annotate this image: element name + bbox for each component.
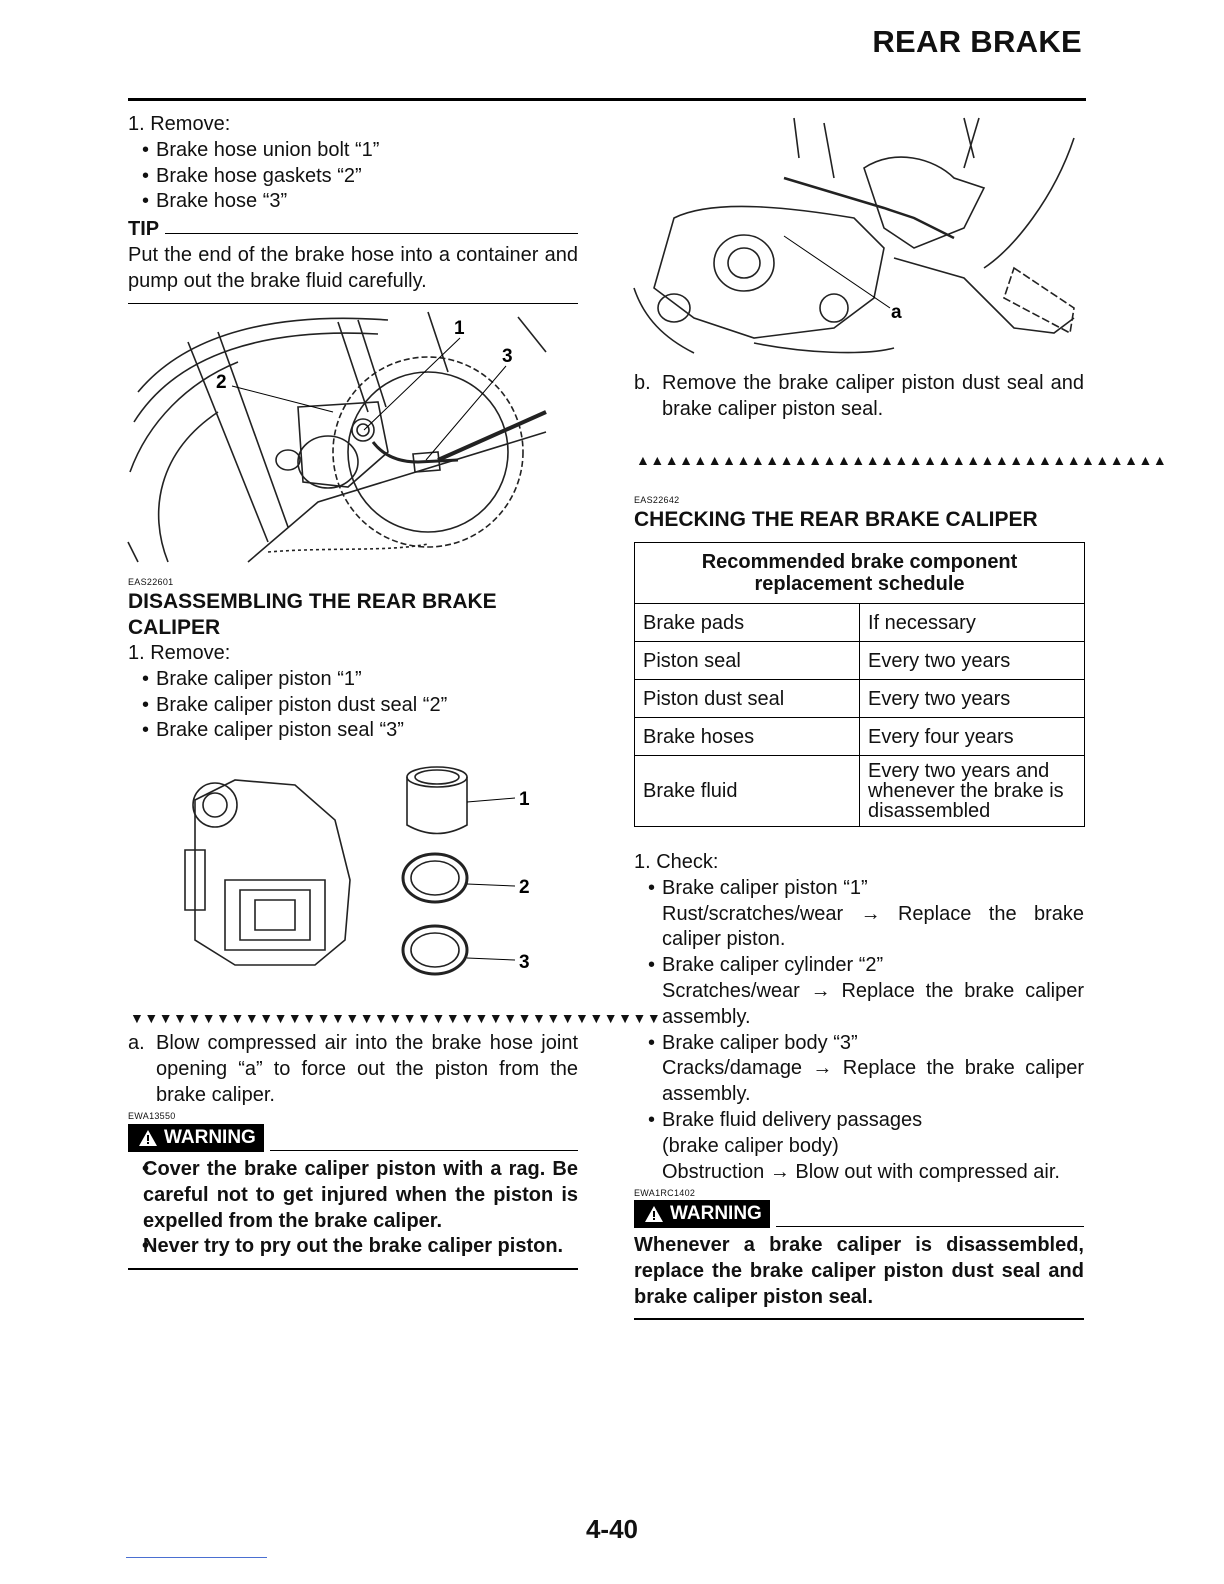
figure-label: 1 xyxy=(454,318,465,339)
tip-box xyxy=(128,218,578,304)
figure-label: 2 xyxy=(519,877,530,898)
list-item: • Brake hose union bolt “1” xyxy=(128,138,578,164)
list-item-detail: Cracks/damage → Replace the brake caliper assembly. xyxy=(662,1057,1084,1106)
substep-text: Remove the brake caliper piston dust seal and brake caliper piston seal. xyxy=(662,372,1084,420)
table-row: Piston seal Every two years xyxy=(635,642,1085,680)
substep-letter: b. xyxy=(634,372,651,394)
bottom-link-underline xyxy=(126,1557,267,1558)
step-label: 1. Remove: xyxy=(128,113,231,135)
page-title: REAR BRAKE xyxy=(872,24,1082,59)
section-code: EAS22642 xyxy=(634,495,680,505)
list-item: • Brake caliper piston “1” xyxy=(128,667,578,693)
list-item: • Brake caliper body “3” xyxy=(634,1031,1084,1057)
procedure-start-marker: ▼▼▼▼▼▼▼▼▼▼▼▼▼▼▼▼▼▼▼▼▼▼▼▼▼▼▼▼▼▼▼▼▼▼▼▼▼ xyxy=(130,1010,662,1026)
warning-triangle-icon xyxy=(644,1205,664,1223)
substep-a xyxy=(128,1031,578,1108)
section-heading: DISASSEMBLING THE REAR BRAKE CALIPER xyxy=(128,590,497,639)
figure-label: 3 xyxy=(502,346,513,367)
list-item: • Brake caliper cylinder “2” xyxy=(634,953,1084,979)
list-item: • Brake hose gaskets “2” xyxy=(128,164,578,190)
table-row: Brake fluid Every two years and whenever the brake is disassembled xyxy=(635,756,1085,827)
section-heading: CHECKING THE REAR BRAKE CALIPER xyxy=(634,508,1038,531)
tip-label: TIP xyxy=(128,218,160,240)
title-rule xyxy=(128,98,1086,101)
tip-text: Put the end of the brake hose into a container and pump out the brake fluid carefully. xyxy=(128,244,578,292)
step-label: 1. Check: xyxy=(634,851,719,873)
section-code: EAS22601 xyxy=(128,577,174,587)
replacement-schedule-table xyxy=(634,542,1085,827)
warning-box xyxy=(128,1124,578,1270)
list-item: • Brake caliper piston dust seal “2” xyxy=(128,693,578,719)
table-row: Piston dust seal Every two years xyxy=(635,680,1085,718)
remove-step-disassemble xyxy=(128,641,578,744)
list-item: • Brake hose “3” xyxy=(128,189,578,215)
warning-badge: WARNING xyxy=(634,1200,770,1228)
substep-letter: a. xyxy=(128,1032,145,1054)
list-item-detail: (brake caliper body) xyxy=(662,1134,839,1157)
table-row: Brake hoses Every four years xyxy=(635,718,1085,756)
warning-badge: WARNING xyxy=(128,1124,264,1152)
list-item-detail: Obstruction → Blow out with compressed air. xyxy=(662,1160,1060,1183)
rear-wheel-caliper-figure xyxy=(128,312,548,564)
check-step xyxy=(634,850,1084,1185)
figure-label: 3 xyxy=(519,952,530,973)
list-item-detail: Scratches/wear → Replace the brake caliper assembly. xyxy=(662,979,1084,1028)
warning-box xyxy=(634,1200,1084,1320)
table-header: Recommended brake component replacement schedule xyxy=(635,543,1085,604)
warning-code: EWA13550 xyxy=(128,1111,176,1121)
list-item: • Brake caliper piston “1” xyxy=(634,876,1084,902)
figure-label: 1 xyxy=(519,789,530,810)
page-number: 4-40 xyxy=(585,1514,639,1544)
remove-step-1 xyxy=(128,112,578,215)
warning-item: • Cover the brake caliper piston with a rag. Be careful not to get injured when the piston is expelled from the brake caliper. xyxy=(128,1157,578,1234)
warning-triangle-icon xyxy=(138,1129,158,1147)
warning-code: EWA1RC1402 xyxy=(634,1188,696,1198)
list-item-detail: Rust/scratches/wear → Replace the brake caliper piston. xyxy=(662,902,1084,951)
table-row: Brake pads If necessary xyxy=(635,604,1085,642)
warning-item: • Never try to pry out the brake caliper piston. xyxy=(128,1234,578,1260)
figure-label: 2 xyxy=(216,372,227,393)
step-label: 1. Remove: xyxy=(128,642,231,664)
caliper-piston-seals-figure xyxy=(175,760,555,985)
list-item: • Brake caliper piston seal “3” xyxy=(128,718,578,744)
substep-text: Blow compressed air into the brake hose joint opening “a” to force out the piston from the brake caliper. xyxy=(156,1032,578,1106)
compressed-air-caliper-figure xyxy=(634,118,1084,366)
warning-text: Whenever a brake caliper is disassembled, replace the brake caliper piston dust seal and brake caliper piston seal. xyxy=(634,1234,1084,1308)
substep-b xyxy=(634,371,1084,423)
list-item: • Brake fluid delivery passages xyxy=(634,1108,1084,1134)
figure-label: a xyxy=(891,302,902,323)
procedure-end-marker: ▲▲▲▲▲▲▲▲▲▲▲▲▲▲▲▲▲▲▲▲▲▲▲▲▲▲▲▲▲▲▲▲▲▲▲▲▲ xyxy=(636,452,1168,468)
